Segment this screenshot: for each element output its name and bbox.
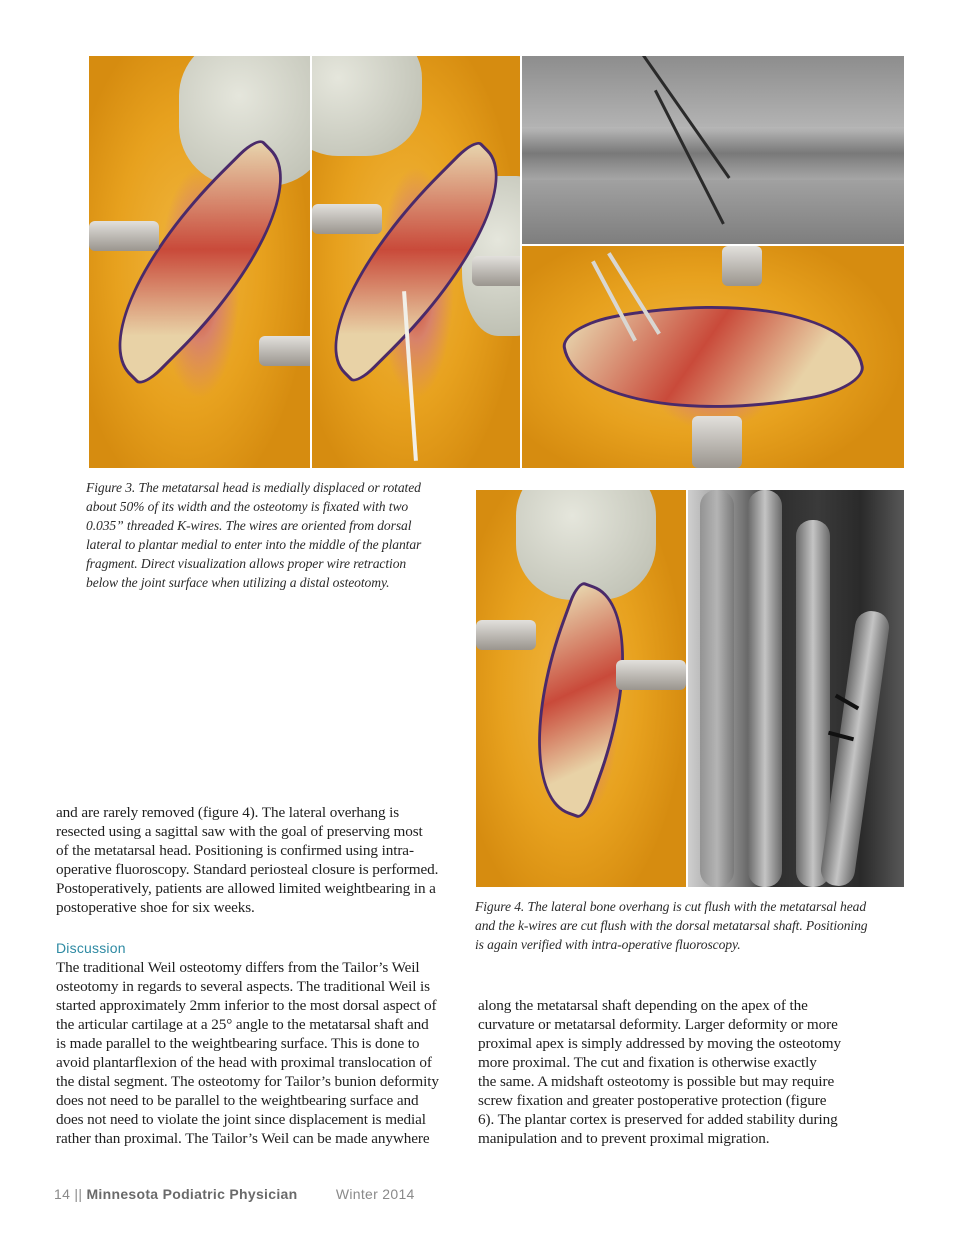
figure4-xray-ap (688, 490, 904, 887)
body-line: rather than proximal. The Tailor’s Weil can be made anywhere (56, 1130, 430, 1147)
caption-line: about 50% of its width and the osteotomy is fixated with two (86, 499, 409, 514)
page-number: 14 (54, 1186, 71, 1202)
section-heading-discussion: Discussion (56, 940, 126, 956)
footer-separator: || (74, 1186, 83, 1202)
body-line: resected using a sagittal saw with the goal of preserving most (56, 823, 423, 840)
retractor (259, 336, 310, 366)
metatarsal-shadow (796, 520, 830, 887)
retractor (476, 620, 536, 650)
body-line: postoperative shoe for six weeks. (56, 899, 255, 916)
figure3-caption (86, 478, 466, 592)
body-line: proximal apex is simply addressed by moving the osteotomy (478, 1035, 841, 1052)
body-line: the articular cartilage at a 25° angle to the metatarsal shaft and (56, 1016, 429, 1033)
body-line: is made parallel to the weightbearing surface. This is done to (56, 1035, 420, 1052)
issue-label: Winter 2014 (335, 1186, 415, 1202)
body-line: the distal segment. The osteotomy for Tailor’s bunion deformity (56, 1073, 439, 1090)
page-footer (54, 1186, 415, 1202)
metatarsal-shadow (748, 490, 782, 887)
caption-line: fragment. Direct visualization allows proper wire retraction (86, 556, 407, 571)
body-line: The traditional Weil osteotomy differs from the Tailor’s Weil (56, 959, 420, 976)
incision (500, 579, 661, 821)
figure3-photo-kwires (522, 246, 904, 468)
caption-line: below the joint surface when utilizing a distal osteotomy. (86, 575, 390, 590)
body-line: started approximately 2mm inferior to the most dorsal aspect of (56, 997, 437, 1014)
body-line: does not need to be parallel to the weightbearing surface and (56, 1092, 419, 1109)
figure4-photo-closure (476, 490, 686, 887)
figure3-photo-incision (89, 56, 310, 468)
caption-line: lateral to plantar medial to enter into the middle of the plantar (86, 537, 422, 552)
retractor (722, 246, 762, 286)
body-line: avoid plantarflexion of the head with proximal translocation of (56, 1054, 432, 1071)
figure4-caption (475, 897, 915, 954)
body-line: Postoperatively, patients are allowed limited weightbearing in a (56, 880, 436, 897)
body-line: operative fluoroscopy. Standard periosteal closure is performed. (56, 861, 439, 878)
body-line: of the metatarsal head. Positioning is confirmed using intra- (56, 842, 414, 859)
body-line: does not need to violate the joint since displacement is medial (56, 1111, 426, 1128)
body-line: the same. A midshaft osteotomy is possible but may require (478, 1073, 835, 1090)
body-line: manipulation and to prevent proximal migration. (478, 1130, 770, 1147)
body-line: curvature or metatarsal deformity. Larger deformity or more (478, 1016, 838, 1033)
figure3-photo-osteotomy (312, 56, 520, 468)
retractor (472, 256, 520, 286)
retractor (89, 221, 159, 251)
retractor (312, 204, 382, 234)
figure3-xray-lateral (522, 56, 904, 244)
publication-name: Minnesota Podiatric Physician (86, 1186, 298, 1202)
glove (312, 56, 422, 156)
phalanx-shadow (700, 490, 734, 887)
discussion-text (56, 958, 466, 1148)
body-line: along the metatarsal shaft depending on the apex of the (478, 997, 808, 1014)
caption-line: Figure 4. The lateral bone overhang is cut flush with the metatarsal head (475, 899, 867, 914)
body-line: osteotomy in regards to several aspects. The traditional Weil is (56, 978, 430, 995)
retractor (692, 416, 742, 468)
body-line: more proximal. The cut and fixation is otherwise exactly (478, 1054, 817, 1071)
body-line: and are rarely removed (figure 4). The lateral overhang is (56, 804, 400, 821)
body-line: 6). The plantar cortex is preserved for added stability during (478, 1111, 838, 1128)
caption-line: and the k-wires are cut flush with the dorsal metatarsal shaft. Positioning (475, 918, 868, 933)
body-column-left (56, 803, 466, 917)
body-column-right (478, 996, 898, 1148)
caption-line: Figure 3. The metatarsal head is medially displaced or rotated (86, 480, 421, 495)
retractor (616, 660, 686, 690)
caption-line: 0.035” threaded K-wires. The wires are oriented from dorsal (86, 518, 412, 533)
body-line: screw fixation and greater postoperative protection (figure (478, 1092, 827, 1109)
caption-line: is again verified with intra-operative fluoroscopy. (475, 937, 741, 952)
